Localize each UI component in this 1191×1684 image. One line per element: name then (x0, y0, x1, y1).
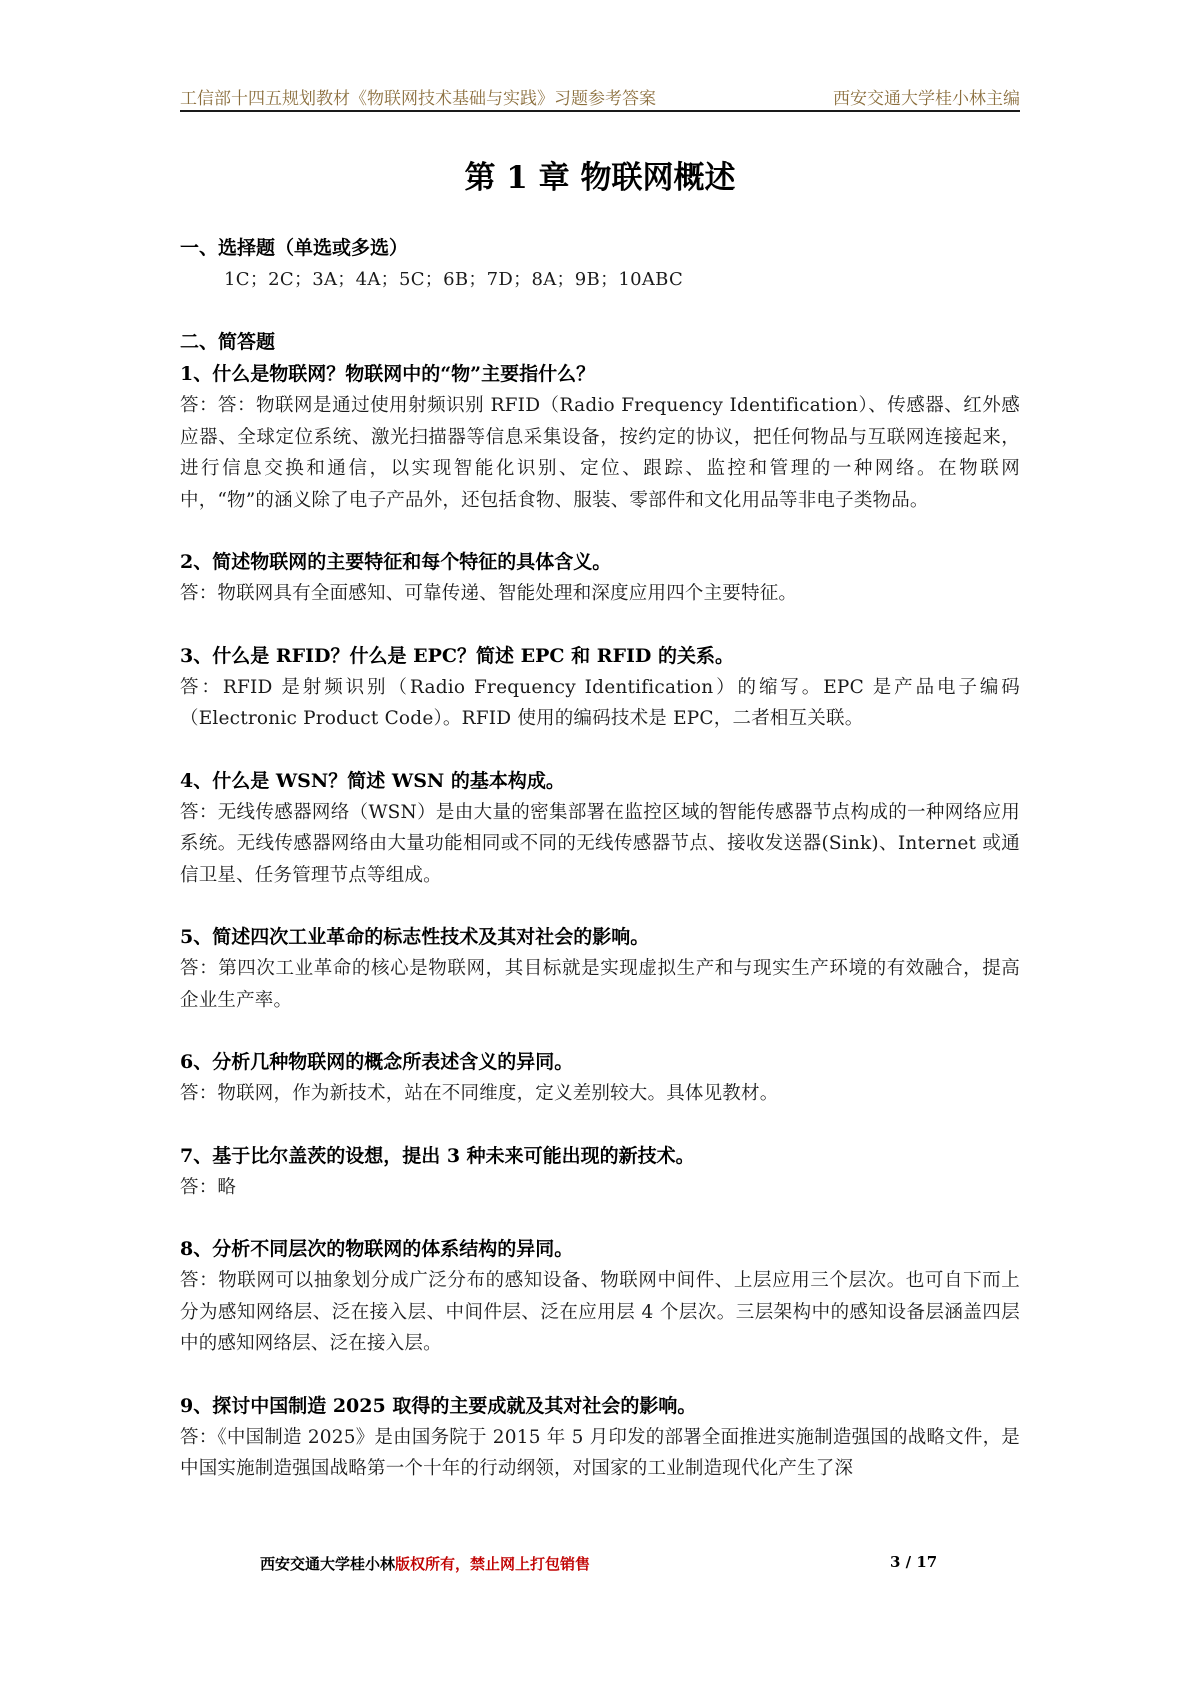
question-title: 8、分析不同层次的物联网的体系结构的异同。 (180, 1238, 574, 1260)
header-editor: 西安交通大学桂小林主编 (833, 89, 1020, 109)
footer-warning: 版权所有，禁止网上打包销售 (395, 1555, 591, 1573)
question-answer: 答：答：物联网是通过使用射频识别 RFID（Radio Frequency Identification）、传感器、红外感应器、全球定位系统、激光扫描器等信息采集设备，按约定的协议，把任何物品与互联网连接起来，进行信息交换和通信，以实现智能化识别、定位、跟踪、监控和管理的一种网络。在物联网中，“物”的涵义除了电子产品外，还包括食物、服装、零部件和文化用品等非电子类物品。 (180, 395, 1020, 511)
choice-answer-key: 1C；2C；3A；4A；5C；6B；7D；8A；9B；10ABC (224, 269, 684, 290)
question-item (180, 1046, 1020, 1110)
question-title: 4、什么是 WSN？简述 WSN 的基本构成。 (180, 769, 565, 792)
question-answer: 答：《中国制造 2025》是由国务院于 2015 年 5 月印发的部署全面推进实施制造强国的战略文件，是中国实施制造强国战略第一个十年的行动纲领，对国家的工业制造现代化产生了深 (180, 1426, 1020, 1479)
question-title: 6、分析几种物联网的概念所表述含义的异同。 (180, 1051, 574, 1073)
question-item (180, 765, 1020, 892)
question-item (180, 921, 1020, 1016)
question-item (180, 358, 1020, 516)
question-item (180, 1390, 1020, 1485)
question-answer: 答：物联网可以抽象划分成广泛分布的感知设备、物联网中间件、上层应用三个层次。也可自下而上分为感知网络层、泛在接入层、中间件层、泛在应用层 4 个层次。三层架构中的感知设备层涵盖四层中的感知网络层、泛在接入层。 (180, 1270, 1020, 1354)
question-answer: 答：第四次工业革命的核心是物联网，其目标就是实现虚拟生产和与现实生产环境的有效融合，提高企业生产率。 (180, 958, 1020, 1011)
question-title: 9、探讨中国制造 2025 取得的主要成就及其对社会的影响。 (180, 1394, 697, 1417)
page-number: 3 / 17 (890, 1553, 938, 1571)
page-footer (260, 1553, 960, 1577)
page-header (180, 80, 1020, 112)
footer-copyright (260, 1553, 590, 1574)
question-answer: 答：RFID 是射频识别（Radio Frequency Identification）的缩写。EPC 是产品电子编码（Electronic Product Code）。RFID 使用的编码技术是 EPC，二者相互关联。 (180, 676, 1020, 729)
question-item (180, 546, 1020, 610)
chapter-title: 第 1 章 物联网概述 (464, 160, 736, 196)
question-title: 5、简述四次工业革命的标志性技术及其对社会的影响。 (180, 926, 650, 948)
question-item (180, 1140, 1020, 1204)
question-title: 1、什么是物联网？物联网中的“物”主要指什么？ (180, 363, 596, 385)
header-book-title: 工信部十四五规划教材《物联网技术基础与实践》习题参考答案 (180, 89, 656, 109)
question-item (180, 1233, 1020, 1360)
section-heading-choice: 一、选择题（单选或多选） (180, 237, 409, 259)
question-item (180, 640, 1020, 735)
question-answer: 答：物联网，作为新技术，站在不同维度，定义差别较大。具体见教材。 (180, 1083, 779, 1104)
section-heading-short-answer: 二、简答题 (180, 331, 276, 353)
footer-owner: 西安交通大学桂小林 (260, 1555, 396, 1573)
question-title: 7、基于比尔盖茨的设想，提出 3 种未来可能出现的新技术。 (180, 1144, 695, 1167)
question-answer: 答：略 (180, 1176, 237, 1198)
question-answer: 答：物联网具有全面感知、可靠传递、智能处理和深度应用四个主要特征。 (180, 583, 798, 604)
page-content (180, 232, 1020, 1515)
question-title: 2、简述物联网的主要特征和每个特征的具体含义。 (180, 551, 612, 573)
question-answer: 答：无线传感器网络（WSN）是由大量的密集部署在监控区域的智能传感器节点构成的一种网络应用系统。无线传感器网络由大量功能相同或不同的无线传感器节点、接收发送器(Sink)、Internet 或通信卫星、任务管理节点等组成。 (180, 801, 1020, 886)
question-title: 3、什么是 RFID？什么是 EPC？简述 EPC 和 RFID 的关系。 (180, 644, 734, 667)
